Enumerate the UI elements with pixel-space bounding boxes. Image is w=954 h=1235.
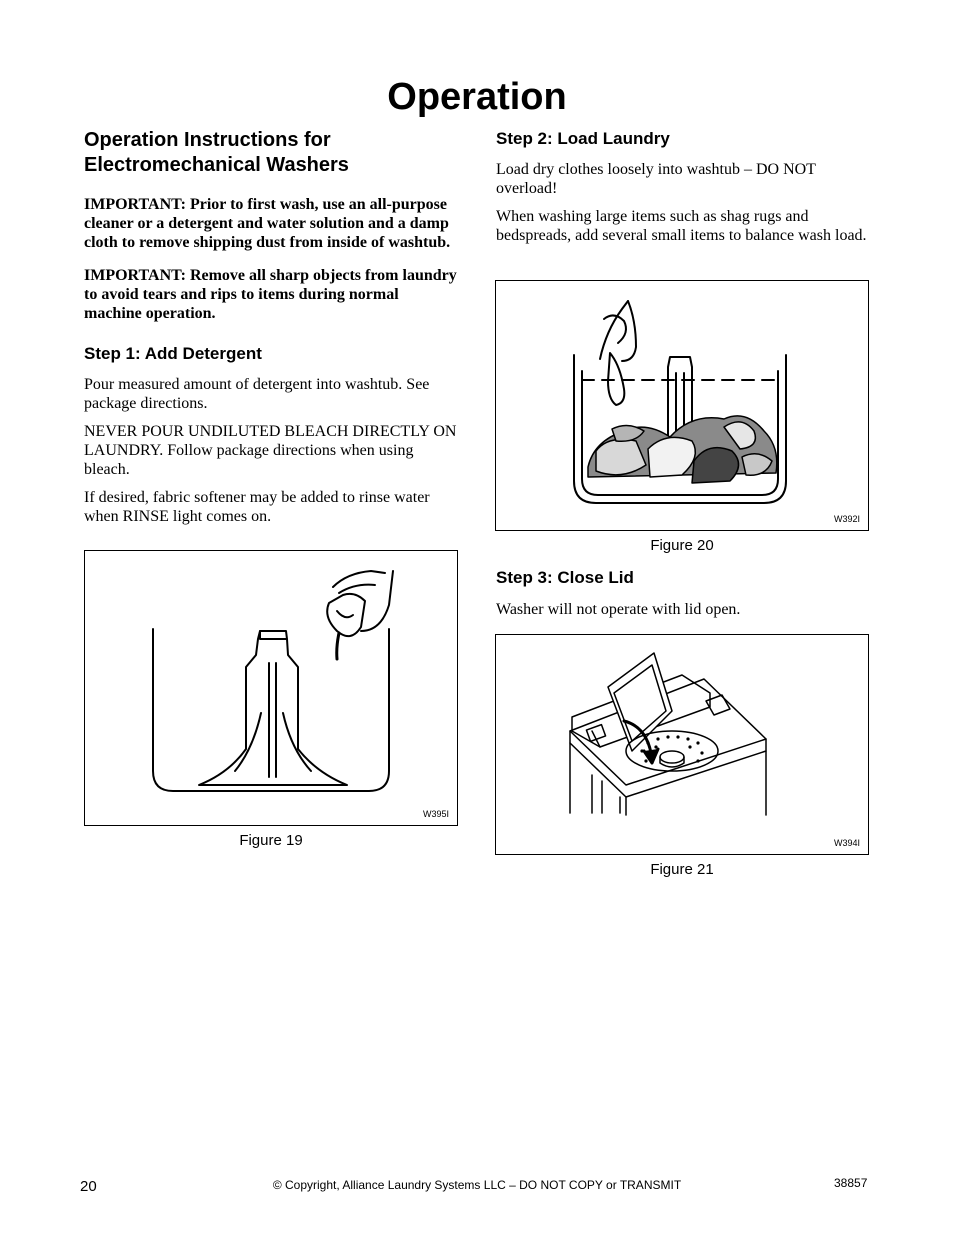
step2-paragraph-2: When washing large items such as shag rugs and bedspreads, add several small items to balance wash load. bbox=[496, 208, 867, 244]
figure-19-code: W395I bbox=[422, 809, 449, 819]
figure-21-box bbox=[495, 634, 869, 855]
detergent-pour-illustration bbox=[85, 551, 457, 825]
figure-21-caption: Figure 21 bbox=[650, 861, 714, 878]
step3-title: Step 3: Close Lid bbox=[496, 568, 634, 587]
step3-paragraph-1: Washer will not operate with lid open. bbox=[496, 601, 741, 618]
step1-paragraph-3: If desired, fabric softener may be added to rinse water when RINSE light comes on. bbox=[84, 489, 430, 525]
figure-20-caption: Figure 20 bbox=[650, 537, 714, 554]
section-heading: Operation Instructions for Electromechanical Washers bbox=[84, 129, 349, 176]
figure-21-code: W394I bbox=[833, 838, 860, 848]
step2-paragraph-1: Load dry clothes loosely into washtub – DO NOT overload! bbox=[496, 161, 816, 197]
important-note-1: IMPORTANT: Prior to first wash, use an all-purpose cleaner or a detergent and water solution and a damp cloth to remove shipping dust from inside of washtub. bbox=[84, 196, 451, 251]
figure-20-box bbox=[495, 280, 869, 531]
page-title: Operation bbox=[387, 76, 567, 118]
figure-19-box bbox=[84, 550, 458, 826]
document-number: 38857 bbox=[834, 1176, 868, 1190]
close-lid-illustration bbox=[496, 635, 868, 854]
right-column bbox=[496, 128, 870, 245]
figure-19-caption: Figure 19 bbox=[239, 832, 303, 849]
step1-title: Step 1: Add Detergent bbox=[84, 344, 262, 363]
figure-20-code: W392I bbox=[833, 514, 860, 524]
page-number: 20 bbox=[80, 1178, 97, 1195]
load-laundry-illustration bbox=[496, 281, 868, 530]
left-column bbox=[84, 128, 458, 526]
step1-paragraph-2: NEVER POUR UNDILUTED BLEACH DIRECTLY ON LAUNDRY. Follow package directions when using bleach. bbox=[84, 423, 457, 478]
copyright-notice: © Copyright, Alliance Laundry Systems LLC – DO NOT COPY or TRANSMIT bbox=[272, 1178, 682, 1192]
step1-paragraph-1: Pour measured amount of detergent into washtub. See package directions. bbox=[84, 376, 430, 412]
step2-title: Step 2: Load Laundry bbox=[496, 129, 670, 148]
important-note-2: IMPORTANT: Remove all sharp objects from laundry to avoid tears and rips to items during normal machine operation. bbox=[84, 267, 457, 322]
